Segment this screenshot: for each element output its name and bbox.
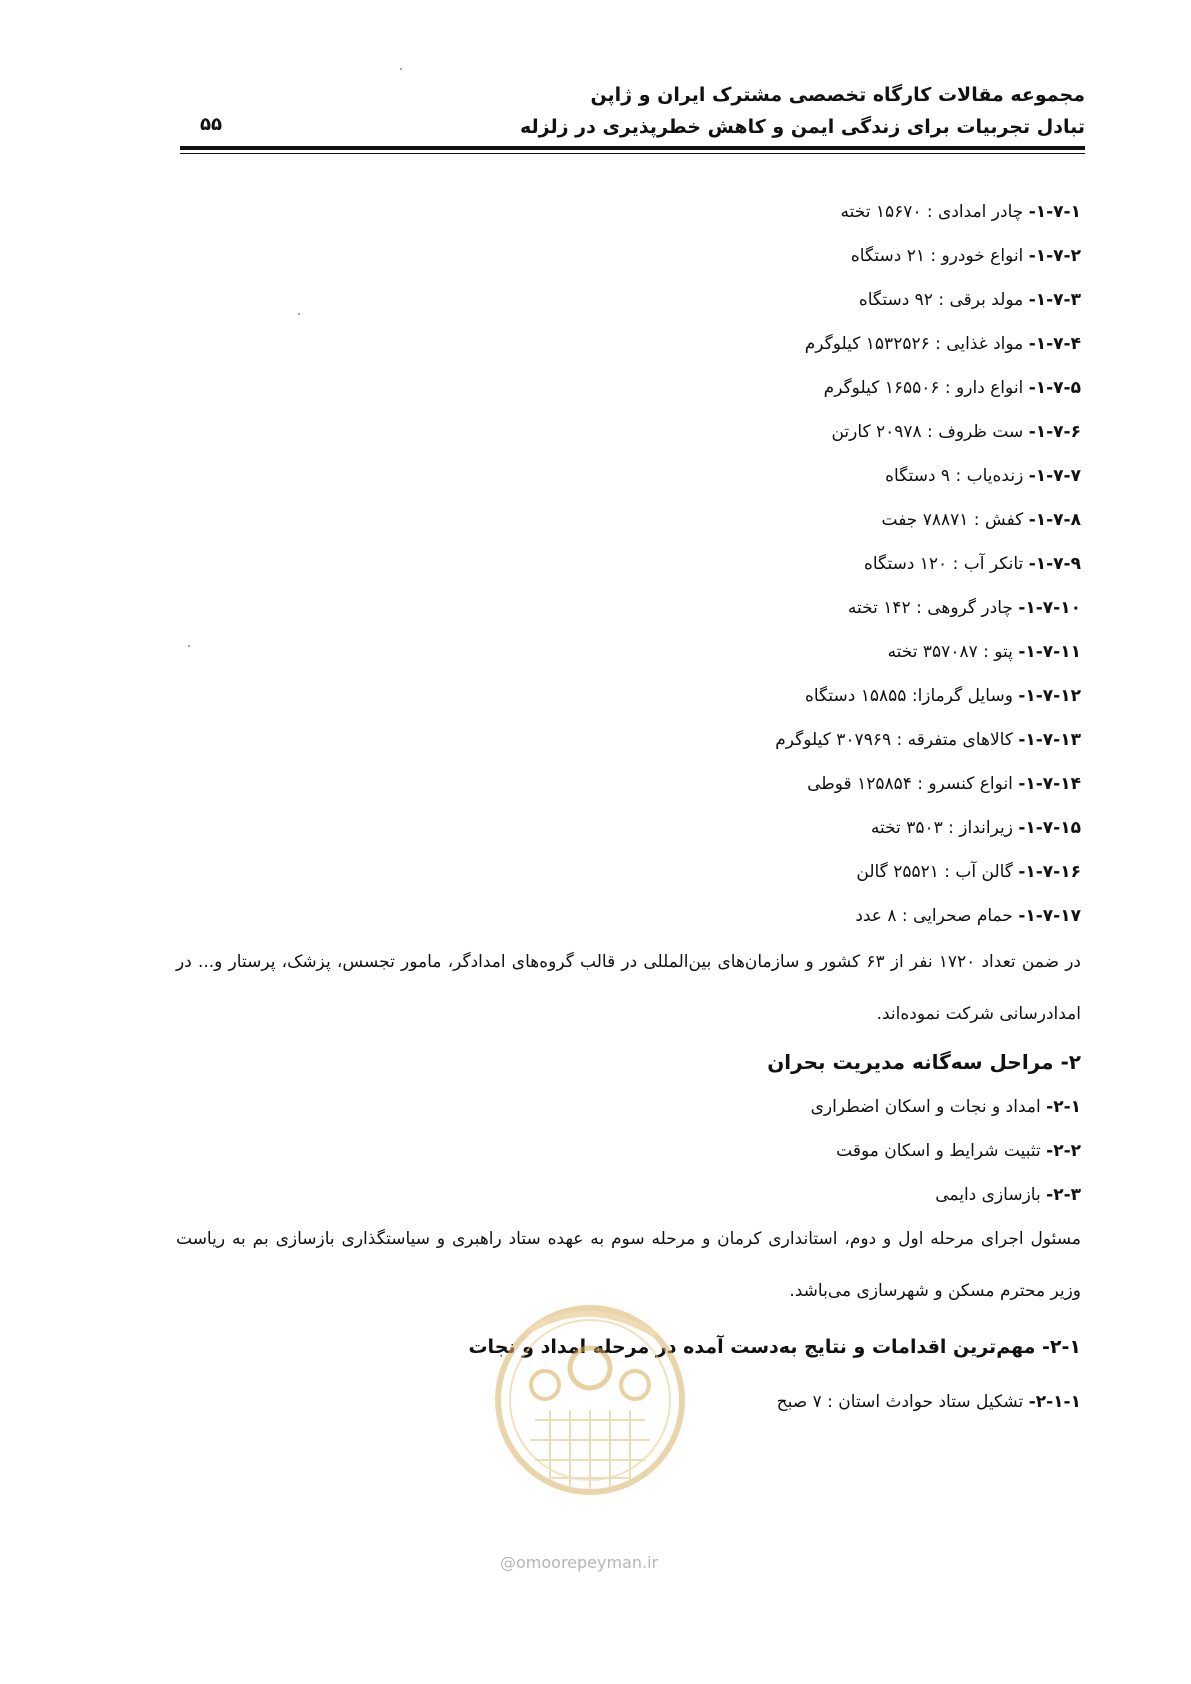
aid-item-number: ۱-۷-۱۳- bbox=[1018, 730, 1081, 750]
aid-item-text: زیرانداز : ۳۵۰۳ تخته bbox=[870, 818, 1019, 838]
section-item bbox=[935, 1185, 1081, 1205]
participants-paragraph: در ضمن تعداد ۱۷۲۰ نفر از ۶۳ کشور و سازمان‌های بین‌المللی در قالب گروه‌های امدادگر، مامور تجسس، پزشک، پرستار و... در امدادرسانی شرکت نموده‌اند. bbox=[176, 952, 1081, 1024]
gear-icon bbox=[570, 1348, 610, 1388]
scan-speck bbox=[188, 645, 190, 647]
aid-item-number: ۱-۷-۸- bbox=[1028, 510, 1081, 530]
aid-item-number: ۱-۷-۲- bbox=[1028, 246, 1081, 266]
section-item bbox=[836, 1141, 1081, 1161]
wrench-icon bbox=[621, 1371, 649, 1399]
aid-list-item bbox=[831, 422, 1081, 442]
aid-list-item bbox=[871, 818, 1081, 838]
aid-item-text: کالاهای متفرقه : ۳۰۷۹۶۹ کیلوگرم bbox=[775, 730, 1019, 750]
section-item-text: بازسازی دایمی bbox=[935, 1185, 1047, 1205]
aid-list-item bbox=[882, 510, 1082, 530]
scales-icon bbox=[531, 1371, 559, 1399]
aid-list-item bbox=[848, 598, 1081, 618]
aid-item-text: زنده‌یاب : ۹ دستگاه bbox=[885, 466, 1029, 486]
aid-item-text: مولد برقی : ۹۲ دستگاه bbox=[858, 290, 1029, 310]
aid-item-text: مواد غذایی : ۱۵۳۲۵۲۶ کیلوگرم bbox=[804, 334, 1029, 354]
watermark-url: @omoorepeyman.ir bbox=[500, 1553, 659, 1572]
header-rule-thin bbox=[180, 153, 1085, 154]
scan-speck bbox=[298, 313, 300, 315]
watermark-logo bbox=[490, 1290, 690, 1520]
subsection-item-text: تشکیل ستاد حوادث استان : ۷ صبح bbox=[776, 1392, 1029, 1412]
aid-list-item bbox=[805, 686, 1081, 706]
aid-item-text: حمام صحرایی : ۸ عدد bbox=[855, 906, 1019, 926]
aid-list-item bbox=[864, 554, 1081, 574]
aid-item-text: ست ظروف : ۲۰۹۷۸ کارتن bbox=[831, 422, 1029, 442]
section-heading: ۲- مراحل سه‌گانه مدیریت بحران bbox=[767, 1050, 1081, 1074]
aid-list-item bbox=[888, 642, 1081, 662]
aid-item-text: انواع دارو : ۱۶۵۵۰۶ کیلوگرم bbox=[823, 378, 1029, 398]
aid-item-text: پتو : ۳۵۷۰۸۷ تخته bbox=[887, 642, 1019, 662]
aid-list-item bbox=[805, 334, 1081, 354]
aid-item-number: ۱-۷-۱۰- bbox=[1018, 598, 1081, 618]
aid-list-item bbox=[841, 202, 1082, 222]
aid-item-number: ۱-۷-۱۷- bbox=[1018, 906, 1081, 926]
subsection-heading: ۲-۱- مهم‌ترین اقدامات و نتایج به‌دست آمده در مرحله امداد و نجات bbox=[468, 1336, 1081, 1358]
aid-item-number: ۱-۷-۵- bbox=[1028, 378, 1081, 398]
aid-item-number: ۱-۷-۱۲- bbox=[1018, 686, 1081, 706]
aid-item-text: کفش : ۷۸۸۷۱ جفت bbox=[881, 510, 1029, 530]
aid-item-number: ۱-۷-۷- bbox=[1028, 466, 1081, 486]
aid-item-text: چادر امدادی : ۱۵۶۷۰ تخته bbox=[840, 202, 1029, 222]
page-number: ۵۵ bbox=[200, 114, 222, 135]
aid-list-item bbox=[885, 466, 1081, 486]
aid-list-item bbox=[859, 290, 1081, 310]
aid-item-text: انواع خودرو : ۲۱ دستگاه bbox=[850, 246, 1029, 266]
aid-item-number: ۱-۷-۱۵- bbox=[1018, 818, 1081, 838]
scan-speck bbox=[400, 68, 402, 70]
aid-item-number: ۱-۷-۱۴- bbox=[1018, 774, 1081, 794]
aid-item-number: ۱-۷-۶- bbox=[1028, 422, 1081, 442]
aid-item-text: چادر گروهی : ۱۴۲ تخته bbox=[847, 598, 1019, 618]
watermark-grid bbox=[530, 1410, 650, 1490]
section-item-number: ۲-۳- bbox=[1046, 1185, 1081, 1205]
aid-list-item bbox=[851, 246, 1081, 266]
aid-list-item bbox=[775, 730, 1081, 750]
responsibility-paragraph: مسئول اجرای مرحله اول و دوم، استانداری کرمان و مرحله سوم به عهده ستاد راهبری و سیاستگذاری بازسازی بم به ریاست وزیر محترم مسکن و شهرسازی می‌باشد. bbox=[176, 1229, 1081, 1301]
aid-list-item bbox=[824, 378, 1081, 398]
aid-item-number: ۱-۷-۱۶- bbox=[1018, 862, 1081, 882]
aid-item-text: انواع کنسرو : ۱۲۵۸۵۴ قوطی bbox=[807, 774, 1019, 794]
section-item-text: امداد و نجات و اسکان اضطراری bbox=[810, 1097, 1047, 1117]
aid-item-number: ۱-۷-۱- bbox=[1028, 202, 1081, 222]
aid-item-number: ۱-۷-۹- bbox=[1028, 554, 1081, 574]
aid-item-text: گالن آب : ۲۵۵۲۱ گالن bbox=[856, 862, 1019, 882]
section-item-number: ۲-۱- bbox=[1046, 1097, 1081, 1117]
subsection-item bbox=[777, 1392, 1081, 1412]
section-item-number: ۲-۲- bbox=[1046, 1141, 1081, 1161]
aid-item-text: وسایل گرمازا: ۱۵۸۵۵ دستگاه bbox=[804, 686, 1019, 706]
aid-item-number: ۱-۷-۴- bbox=[1028, 334, 1081, 354]
aid-list-item bbox=[855, 906, 1081, 926]
aid-item-number: ۱-۷-۱۱- bbox=[1018, 642, 1081, 662]
aid-list-item bbox=[856, 862, 1081, 882]
header-rule-thick bbox=[180, 146, 1085, 150]
section-item-text: تثبیت شرایط و اسکان موقت bbox=[836, 1141, 1047, 1161]
header-title-line2: تبادل تجربیات برای زندگی ایمن و کاهش خطرپذیری در زلزله bbox=[520, 116, 1085, 138]
aid-item-number: ۱-۷-۳- bbox=[1028, 290, 1081, 310]
subsection-item-number: ۲-۱-۱- bbox=[1028, 1392, 1081, 1412]
aid-item-text: تانکر آب : ۱۲۰ دستگاه bbox=[863, 554, 1029, 574]
header-title-line1: مجموعه مقالات کارگاه تخصصی مشترک ایران و ژاپن bbox=[590, 84, 1085, 106]
section-item bbox=[811, 1097, 1081, 1117]
aid-list-item bbox=[807, 774, 1081, 794]
